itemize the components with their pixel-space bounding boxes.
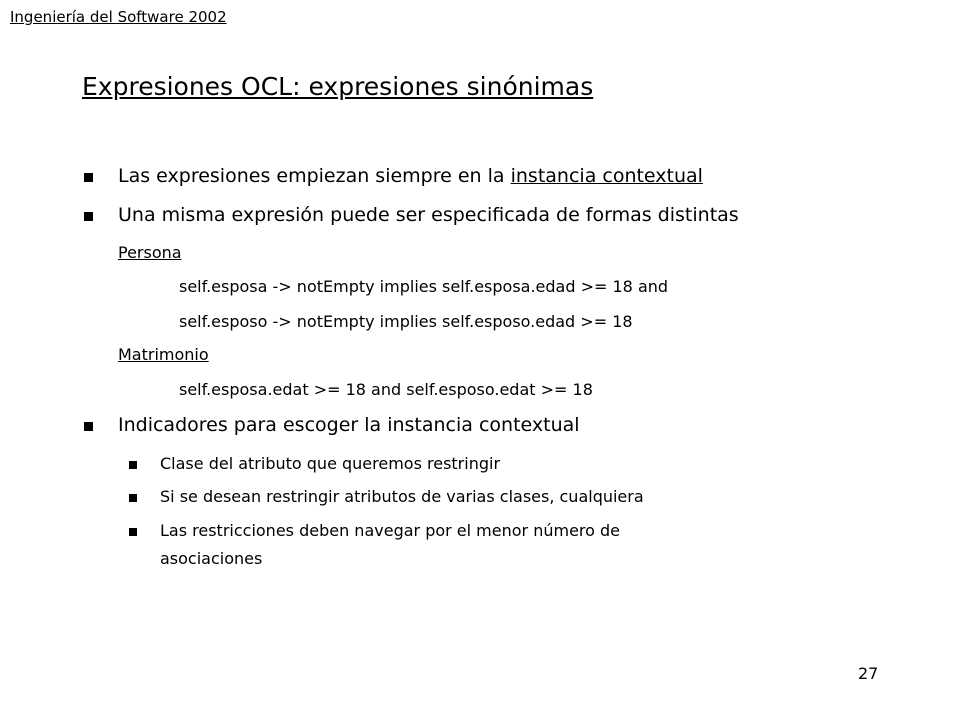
bullet-text: Indicadores para escoger la instancia contextual (118, 414, 580, 436)
square-bullet-icon (84, 422, 93, 431)
page-number: 27 (858, 664, 879, 683)
context-label-matrimonio: Matrimonio (118, 345, 209, 364)
sub-bullet-text: Si se desean restringir atributos de varias clases, cualquiera (160, 487, 644, 506)
square-bullet-icon (84, 212, 93, 221)
square-bullet-icon (84, 173, 93, 182)
square-bullet-icon (129, 528, 137, 536)
bullet-text: Las expresiones empiezan siempre en la instancia contextual (118, 165, 703, 187)
underlined-term: instancia contextual (510, 165, 703, 187)
slide-header: Ingeniería del Software 2002 (10, 8, 227, 26)
slide-title: Expresiones OCL: expresiones sinónimas (82, 72, 594, 101)
sub-bullet-text: Clase del atributo que queremos restringir (160, 454, 501, 473)
context-label-persona: Persona (118, 243, 182, 262)
ocl-expression-line: self.esposa -> notEmpty implies self.esposa.edad >= 18 and (179, 277, 669, 296)
bullet-text: Una misma expresión puede ser especificada de formas distintas (118, 204, 739, 226)
sub-bullet-text: asociaciones (160, 549, 263, 568)
square-bullet-icon (129, 461, 137, 469)
ocl-expression-line: self.esposa.edat >= 18 and self.esposo.edat >= 18 (179, 380, 593, 399)
ocl-expression-line: self.esposo -> notEmpty implies self.esposo.edad >= 18 (179, 312, 633, 331)
square-bullet-icon (129, 494, 137, 502)
sub-bullet-text: Las restricciones deben navegar por el menor número de (160, 521, 621, 540)
